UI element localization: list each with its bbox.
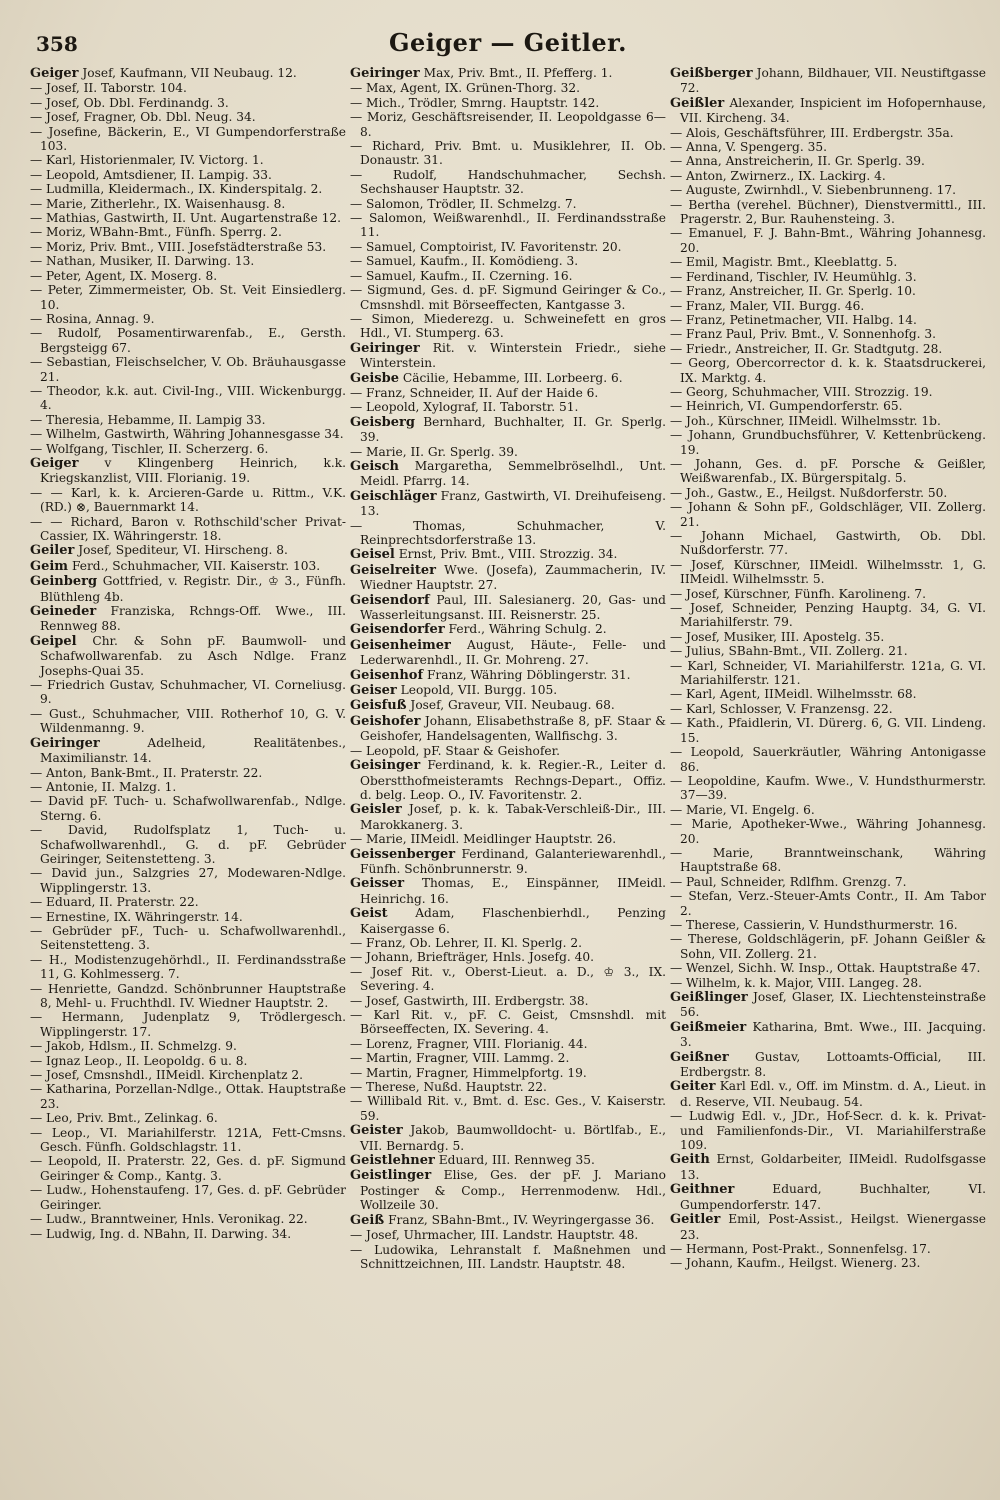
page-title: Geiger — Geitler. xyxy=(389,28,627,57)
directory-entry: — Anna, V. Spengerg. 35. xyxy=(670,140,827,155)
surname-heading: Geipel xyxy=(30,633,77,649)
directory-entry: — Johann & Sohn pF., Goldschläger, VII. Zollerg. 21. xyxy=(670,500,986,529)
directory-entry: — Anna, Anstreicherin, II. Gr. Sperlg. 39. xyxy=(670,154,925,169)
directory-entry: — Anton, Bank-Bmt., II. Praterstr. 22. xyxy=(30,765,263,780)
directory-entry: — Franz, Schneider, II. Auf der Haide 6. xyxy=(350,385,599,400)
surname-heading: Geisch xyxy=(350,458,399,474)
directory-entry: — Gebrüder pF., Tuch- u. Schafwollwarenhdl., Seitenstetteng. 3. xyxy=(30,923,346,953)
columns xyxy=(30,66,986,1271)
directory-entry: Geiringer Max, Priv. Bmt., II. Pfefferg. 1. xyxy=(350,66,613,81)
directory-entry: — Josef Rit. v., Oberst-Lieut. a. D., ♔ 3., IX. Severing. 4. xyxy=(350,964,666,994)
surname-heading: Geiger xyxy=(30,455,79,471)
directory-entry: — Karl, Historienmaler, IV. Victorg. 1. xyxy=(30,153,264,168)
directory-entry: — Josef, Uhrmacher, III. Landstr. Hauptstr. 48. xyxy=(350,1228,639,1243)
directory-entry: Geisbe Cäcilie, Hebamme, III. Lorbeerg. 6. xyxy=(350,370,623,386)
directory-entry: — Samuel, Comptoirist, IV. Favoritenstr. 20. xyxy=(350,239,622,254)
directory-entry: — Josef, Cmsnshdl., IIMeidl. Kirchenplatz 2. xyxy=(30,1068,304,1083)
surname-heading: Geith xyxy=(670,1152,710,1168)
directory-entry: — Leopold, Amtsdiener, II. Lampig. 33. xyxy=(30,167,272,182)
directory-entry: Geiß Franz, SBahn-Bmt., IV. Weyringergasse 36. xyxy=(350,1212,655,1228)
directory-entry: — Josef, Kürschner, IIMeidl. Wilhelmsstr. 1, G. IIMeidl. Wilhelmsstr. 5. xyxy=(670,557,986,587)
directory-entry: Geiselreiter Wwe. (Josefa), Zaummacherin, IV. Wiedner Hauptstr. 27. xyxy=(350,562,666,593)
directory-entry: — Ludowika, Lehranstalt f. Maßnehmen und Schnittzeichnen, III. Landstr. Hauptstr. 48. xyxy=(350,1242,666,1271)
directory-entry: — Kath., Pfaidlerin, VI. Dürerg. 6, G. VII. Lindeng. 15. xyxy=(670,716,986,745)
directory-entry: — Joh., Kürschner, IIMeidl. Wilhelmsstr. 1b. xyxy=(670,413,941,428)
surname-heading: Geiselreiter xyxy=(350,562,437,578)
directory-entry: — Paul, Schneider, Rdlfhm. Grenzg. 7. xyxy=(670,874,907,889)
directory-entry: Geistlehner Eduard, III. Rennweg 35. xyxy=(350,1153,595,1169)
directory-entry: Geishofer Johann, Elisabethstraße 8, pF. Staar & Geishofer, Handelsagenten, Wallfischg. 3. xyxy=(350,713,666,744)
directory-entry: — Josef, Schneider, Penzing Hauptg. 34, G. VI. Mariahilferstr. 79. xyxy=(670,601,986,630)
directory-entry: — — Karl, k. k. Arcieren-Garde u. Rittm., V.K. (RD.) ⊗, Bauernmarkt 14. xyxy=(30,485,346,515)
directory-entry: — Theresia, Hebamme, II. Lampig 33. xyxy=(30,412,266,427)
directory-entry: — Katharina, Porzellan-Ndlge., Ottak. Hauptstraße 23. xyxy=(30,1082,346,1111)
directory-entry: Geisel Ernst, Priv. Bmt., VIII. Strozzig. 34. xyxy=(350,547,618,563)
surname-heading: Geiser xyxy=(350,683,397,699)
directory-entry: — Johann Michael, Gastwirth, Ob. Dbl. Nußdorferstr. 77. xyxy=(670,529,986,558)
directory-entry: Geisfuß Josef, Graveur, VII. Neubaug. 68. xyxy=(350,698,615,714)
surname-heading: Geisendorf xyxy=(350,592,430,608)
directory-entry: — Ludmilla, Kleidermach., IX. Kinderspitalg. 2. xyxy=(30,182,323,197)
directory-entry: — Mich., Trödler, Smrng. Hauptstr. 142. xyxy=(350,95,600,110)
directory-entry: Geisenheimer August, Häute-, Felle- und Lederwarenhdl., II. Gr. Mohreng. 27. xyxy=(350,637,666,668)
directory-entry: — Karl Rit. v., pF. C. Geist, Cmsnshdl. mit Börseeffecten, IX. Severing. 4. xyxy=(350,1008,666,1037)
directory-entry: — Ludwig, Ing. d. NBahn, II. Darwing. 34. xyxy=(30,1226,292,1241)
directory-entry: Geischläger Franz, Gastwirth, VI. Dreihufeiseng. 13. xyxy=(350,488,666,519)
surname-heading: Geim xyxy=(30,558,69,574)
directory-entry: Geisch Margaretha, Semmelbröselhdl., Unt. Meidl. Pfarrg. 14. xyxy=(350,458,666,489)
directory-entry: Geineder Franziska, Rchngs-Off. Wwe., III. Rennweg 88. xyxy=(30,604,346,634)
directory-entry: — Nathan, Musiker, II. Darwing. 13. xyxy=(30,254,255,269)
directory-entry: — Wolfgang, Tischler, II. Scherzerg. 6. xyxy=(30,441,269,456)
directory-entry: Geißberger Johann, Bildhauer, VII. Neustiftgasse 72. xyxy=(670,66,986,96)
directory-entry: — Henriette, Gandzd. Schönbrunner Hauptstraße 8, Mehl- u. Fruchthdl. IV. Wiedner Hauptstr. 2. xyxy=(30,981,346,1010)
surname-heading: Geiger xyxy=(30,66,79,81)
surname-heading: Geisser xyxy=(350,876,405,892)
column-1 xyxy=(30,66,346,1271)
directory-entry: — Gust., Schuhmacher, VIII. Rotherhof 10, G. V. Wildenmanng. 9. xyxy=(30,706,346,736)
directory-entry: — Antonie, II. Malzg. 1. xyxy=(30,779,177,794)
directory-entry: Geiringer Adelheid, Realitätenbes., Maximilianstr. 14. xyxy=(30,735,346,766)
directory-entry: — Sigmund, Ges. d. pF. Sigmund Geiringer & Co., Cmsnshdl. mit Börseeffecten, Kantgasse 3. xyxy=(350,283,666,312)
directory-entry: — Rudolf, Posamentirwarenfab., E., Gersth. Bergsteigg 67. xyxy=(30,326,346,355)
directory-entry: Geisinger Ferdinand, k. k. Regier.-R., Leiter d. Oberstthofmeisteramts Rechngs-Depart., Offiz. d. belg. Leop. O., IV. Favoritenstr. 2. xyxy=(350,758,666,802)
directory-entry: — Heinrich, VI. Gumpendorferstr. 65. xyxy=(670,399,903,414)
surname-heading: Geisfuß xyxy=(350,698,407,714)
directory-entry: Geisberg Bernhard, Buchhalter, II. Gr. Sperlg. 39. xyxy=(350,414,666,445)
directory-entry: — Marie, Zitherlehr., IX. Waisenhausg. 8. xyxy=(30,196,286,211)
directory-entry: — Leopold, Sauerkräutler, Währing Antonigasse 86. xyxy=(670,745,986,774)
directory-entry: — Josef, II. Taborstr. 104. xyxy=(30,81,187,96)
page-number: 358 xyxy=(36,32,78,56)
directory-entry: — Joh., Gastw., E., Heilgst. Nußdorferstr. 50. xyxy=(670,485,948,500)
surname-heading: Geister xyxy=(350,1123,403,1139)
directory-entry: Geisendorf Paul, III. Salesianerg. 20, Gas- und Wasserleitungsanst. III. Reisnerstr. 25. xyxy=(350,592,666,623)
surname-heading: Geitler xyxy=(670,1212,721,1228)
directory-entry: Geiler Josef, Spediteur, VI. Hirscheng. 8. xyxy=(30,543,288,559)
directory-entry: — Mathias, Gastwirth, II. Unt. Augartenstraße 12. xyxy=(30,211,342,226)
surname-heading: Geishofer xyxy=(350,713,421,729)
page-header xyxy=(30,26,986,66)
directory-entry: Geist Adam, Flaschenbierhdl., Penzing Kaisergasse 6. xyxy=(350,906,666,936)
directory-entry: — Johann, Kaufm., Heilgst. Wienerg. 23. xyxy=(670,1256,921,1271)
directory-entry: Geisler Josef, p. k. k. Tabak-Verschleiß-Dir., III. Marokkanerg. 3. xyxy=(350,802,666,832)
directory-entry: — Jakob, Hdlsm., II. Schmelzg. 9. xyxy=(30,1039,237,1054)
surname-heading: Geiringer xyxy=(350,340,420,356)
surname-heading: Geischläger xyxy=(350,488,437,504)
directory-entry: — Friedrich Gustav, Schuhmacher, VI. Corneliusg. 9. xyxy=(30,678,346,707)
surname-heading: Geist xyxy=(350,906,388,922)
directory-entry: Geisser Thomas, E., Einspänner, IIMeidl. Heinrichg. 16. xyxy=(350,876,666,906)
directory-entry: — Hermann, Judenplatz 9, Trödlergesch. Wipplingerstr. 17. xyxy=(30,1010,346,1039)
surname-heading: Geiter xyxy=(670,1079,716,1095)
directory-entry: — Wilhelm, Gastwirth, Währing Johannesgasse 34. xyxy=(30,427,344,442)
directory-entry: — Moriz, Priv. Bmt., VIII. Josefstädterstraße 53. xyxy=(30,239,327,254)
directory-entry: — Emil, Magistr. Bmt., Kleeblattg. 5. xyxy=(670,255,898,270)
directory-entry: — Simon, Miederezg. u. Schweinefett en gros Hdl., VI. Stumperg. 63. xyxy=(350,311,666,341)
surname-heading: Geistlinger xyxy=(350,1168,432,1184)
surname-heading: Geiringer xyxy=(30,735,100,751)
directory-entry: Geisenhof Franz, Währing Döblingerstr. 31. xyxy=(350,667,631,683)
directory-entry: — Salomon, Weißwarenhdl., II. Ferdinandsstraße 11. xyxy=(350,211,666,240)
surname-heading: Geisenheimer xyxy=(350,637,451,653)
directory-entry: — Eduard, II. Praterstr. 22. xyxy=(30,895,199,910)
directory-entry: — Therese, Goldschlägerin, pF. Johann Geißler & Sohn, VII. Zollerg. 21. xyxy=(670,932,986,961)
directory-entry: — Therese, Nußd. Hauptstr. 22. xyxy=(350,1080,547,1095)
directory-entry: — Samuel, Kaufm., II. Komödieng. 3. xyxy=(350,254,579,269)
directory-entry: — Leopold, Xylograf, II. Taborstr. 51. xyxy=(350,400,579,415)
directory-entry: — Thomas, Schuhmacher, V. Reinprechtsdorferstraße 13. xyxy=(350,518,666,547)
surname-heading: Geiringer xyxy=(350,66,420,81)
directory-entry: — Franz, Anstreicher, II. Gr. Sperlg. 10. xyxy=(670,284,916,299)
directory-entry: — Ludw., Hohenstaufeng. 17, Ges. d. pF. Gebrüder Geiringer. xyxy=(30,1183,346,1212)
directory-entry: — Franz Paul, Priv. Bmt., V. Sonnenhofg. 3. xyxy=(670,327,937,342)
directory-entry: — Ferdinand, Tischler, IV. Heumühlg. 3. xyxy=(670,269,917,284)
directory-entry: — Martin, Fragner, VIII. Lammg. 2. xyxy=(350,1051,570,1066)
surname-heading: Geisberg xyxy=(350,414,415,430)
directory-entry: — Josef, Gastwirth, III. Erdbergstr. 38. xyxy=(350,993,589,1008)
directory-entry: — Emanuel, F. J. Bahn-Bmt., Währing Johannesg. 20. xyxy=(670,226,986,255)
directory-entry: — Wenzel, Sichh. W. Insp., Ottak. Hauptstraße 47. xyxy=(670,961,981,976)
directory-entry: Geithner Eduard, Buchhalter, VI. Gumpendorferstr. 147. xyxy=(670,1182,986,1212)
directory-entry: — Marie, Apotheker-Wwe., Währing Johannesg. 20. xyxy=(670,817,986,846)
directory-entry: — Johann, Briefträger, Hnls. Josefg. 40. xyxy=(350,950,594,965)
directory-entry: — Franz, Maler, VII. Burgg. 46. xyxy=(670,298,865,313)
directory-entry: — Alois, Geschäftsführer, III. Erdbergstr. 35a. xyxy=(670,125,954,140)
surname-heading: Geisendorfer xyxy=(350,622,445,638)
surname-heading: Geisbe xyxy=(350,370,399,386)
directory-entry: Geinberg Gottfried, v. Registr. Dir., ♔ 3., Fünfh. Blüthleng 4b. xyxy=(30,574,346,604)
surname-heading: Geißlinger xyxy=(670,990,748,1005)
surname-heading: Geißler xyxy=(670,95,725,111)
surname-heading: Geithner xyxy=(670,1182,735,1198)
directory-entry: — Stefan, Verz.-Steuer-Amts Contr., II. Am Tabor 2. xyxy=(670,889,986,918)
directory-entry: — Leopoldine, Kaufm. Wwe., V. Hundsthurmerstr. 37—39. xyxy=(670,773,986,803)
directory-entry: — Marie, Branntweinschank, Währing Hauptstraße 68. xyxy=(670,845,986,875)
directory-entry: — Bertha (verehel. Büchner), Dienstvermittl., III. Pragerstr. 2, Bur. Rauhensteing. 3. xyxy=(670,197,986,227)
surname-heading: Geißmeier xyxy=(670,1019,747,1035)
directory-entry: Geisendorfer Ferd., Währing Schulg. 2. xyxy=(350,622,607,638)
directory-entry: — Franz, Ob. Lehrer, II. Kl. Sperlg. 2. xyxy=(350,935,582,950)
directory-entry: — Anton, Zwirnerz., IX. Lackirg. 4. xyxy=(670,168,886,183)
surname-heading: Geistlehner xyxy=(350,1153,435,1169)
surname-heading: Geissenberger xyxy=(350,846,456,862)
directory-entry: — Ernestine, IX. Währingerstr. 14. xyxy=(30,909,243,924)
directory-entry: Geith Ernst, Goldarbeiter, IIMeidl. Rudolfsgasse 13. xyxy=(670,1152,986,1182)
directory-entry: Geißler Alexander, Inspicient im Hofopernhause, VII. Kircheng. 34. xyxy=(670,95,986,126)
directory-entry: — Karl, Schlosser, V. Franzensg. 22. xyxy=(670,701,893,716)
directory-entry: — Leo, Priv. Bmt., Zelinkag. 6. xyxy=(30,1111,218,1126)
directory-entry: Geißlinger Josef, Glaser, IX. Liechtensteinstraße 56. xyxy=(670,990,986,1020)
directory-entry: — Josef, Kürschner, Fünfh. Karolineng. 7. xyxy=(670,586,926,601)
directory-entry: — David jun., Salzgries 27, Modewaren-Ndlge. Wipplingerstr. 13. xyxy=(30,866,346,895)
directory-entry: Geißmeier Katharina, Bmt. Wwe., III. Jacquing. 3. xyxy=(670,1019,986,1050)
directory-entry: — Josef, Ob. Dbl. Ferdinandg. 3. xyxy=(30,95,229,110)
directory-entry: — Marie, II. Gr. Sperlg. 39. xyxy=(350,444,518,459)
directory-entry: Geistlinger Elise, Ges. der pF. J. Mariano Postinger & Comp., Herrenmodenw. Hdl., Wollzeile 30. xyxy=(350,1168,666,1213)
surname-heading: Geiler xyxy=(30,543,75,559)
surname-heading: Geisinger xyxy=(350,758,421,774)
directory-entry: Geim Ferd., Schuhmacher, VII. Kaiserstr. 103. xyxy=(30,558,321,574)
directory-entry: — Martin, Fragner, Himmelpfortg. 19. xyxy=(350,1065,587,1080)
directory-entry: Geiter Karl Edl. v., Off. im Minstm. d. A., Lieut. in d. Reserve, VII. Neubaug. 54. xyxy=(670,1079,986,1109)
directory-entry: — Josef, Musiker, III. Apostelg. 35. xyxy=(670,629,885,644)
directory-entry: — Peter, Agent, IX. Moserg. 8. xyxy=(30,268,218,283)
directory-entry: Geiringer Rit. v. Winterstein Friedr., siehe Winterstein. xyxy=(350,340,666,371)
directory-entry: — Georg, Schuhmacher, VIII. Strozzig. 19. xyxy=(670,384,933,399)
directory-entry: — Hermann, Post-Prakt., Sonnenfelsg. 17. xyxy=(670,1241,931,1256)
directory-entry: — Peter, Zimmermeister, Ob. St. Veit Einsiedlerg. 10. xyxy=(30,283,346,312)
directory-entry: — Salomon, Trödler, II. Schmelzg. 7. xyxy=(350,196,577,211)
directory-entry: Geiger v Klingenberg Heinrich, k.k. Kriegskanzlist, VIII. Florianig. 19. xyxy=(30,455,346,486)
directory-entry: — Karl, Schneider, VI. Mariahilferstr. 121a, G. VI. Mariahilferstr. 121. xyxy=(670,658,986,688)
directory-entry: — Franz, Petinetmacher, VII. Halbg. 14. xyxy=(670,312,917,327)
directory-entry: — Moriz, Geschäftsreisender, II. Leopoldgasse 6—8. xyxy=(350,110,666,139)
directory-entry: — Sebastian, Fleischselcher, V. Ob. Bräuhausgasse 21. xyxy=(30,355,346,384)
surname-heading: Geisler xyxy=(350,802,402,818)
directory-entry: — H., Modistenzugehörhdl., II. Ferdinandsstraße 11, G. Kohlmesserg. 7. xyxy=(30,952,346,982)
directory-entry: — Leopold, II. Praterstr. 22, Ges. d. pF. Sigmund Geiringer & Comp., Kantg. 3. xyxy=(30,1154,346,1183)
directory-entry: — David pF. Tuch- u. Schafwollwarenfab., Ndlge. Sterng. 6. xyxy=(30,794,346,823)
surname-heading: Geineder xyxy=(30,604,97,620)
directory-entry: Geiser Leopold, VII. Burgg. 105. xyxy=(350,683,558,699)
directory-entry: Geipel Chr. & Sohn pF. Baumwoll- und Schafwollwarenfab. zu Asch Ndlge. Franz Josephs-Quai 35. xyxy=(30,633,346,678)
column-2 xyxy=(350,66,666,1271)
surname-heading: Geißner xyxy=(670,1049,729,1065)
directory-entry: — Ludw., Branntweiner, Hnls. Veronikag. 22. xyxy=(30,1212,308,1227)
directory-entry: — Ludwig Edl. v., JDr., Hof-Secr. d. k. k. Privat- und Familienfonds-Dir., VI. Mariahilferstraße 109. xyxy=(670,1109,986,1153)
directory-entry: — Wilhelm, k. k. Major, VIII. Langeg. 28. xyxy=(670,975,922,990)
directory-entry: — Josefine, Bäckerin, E., VI Gumpendorferstraße 103. xyxy=(30,124,346,154)
directory-entry: — Max, Agent, IX. Grünen-Thorg. 32. xyxy=(350,81,581,96)
directory-entry: Geissenberger Ferdinand, Galanteriewarenhdl., Fünfh. Schönbrunnerstr. 9. xyxy=(350,846,666,876)
directory-entry: — Leop., VI. Mariahilferstr. 121A, Fett-Cmsns. Gesch. Fünfh. Goldschlagstr. 11. xyxy=(30,1125,346,1155)
directory-entry: — Therese, Cassierin, V. Hundsthurmerstr. 16. xyxy=(670,917,958,932)
surname-heading: Geisenhof xyxy=(350,667,424,683)
surname-heading: Geinberg xyxy=(30,574,98,590)
surname-heading: Geisel xyxy=(350,547,395,563)
directory-entry: — Josef, Fragner, Ob. Dbl. Neug. 34. xyxy=(30,110,256,125)
directory-entry: — Johann, Ges. d. pF. Porsche & Geißler, Weißwarenfab., IX. Bürgerspitalg. 5. xyxy=(670,456,986,486)
directory-entry: — Richard, Priv. Bmt. u. Musiklehrer, II. Ob. Donaustr. 31. xyxy=(350,139,666,168)
surname-heading: Geiß xyxy=(350,1212,385,1228)
directory-entry: — David, Rudolfsplatz 1, Tuch- u. Schafwollwarenhdl., G. d. pF. Gebrüder Geiringer, Seitenstetteng. 3. xyxy=(30,823,346,866)
directory-entry: Geister Jakob, Baumwolldocht- u. Börtlfab., E., VII. Bernardg. 5. xyxy=(350,1123,666,1153)
directory-entry: — Lorenz, Fragner, VIII. Florianig. 44. xyxy=(350,1036,588,1051)
directory-entry: — Georg, Obercorrector d. k. k. Staatsdruckerei, IX. Marktg. 4. xyxy=(670,356,986,385)
directory-entry: — Karl, Agent, IIMeidl. Wilhelmsstr. 68. xyxy=(670,687,917,702)
directory-entry: — Ignaz Leop., II. Leopoldg. 6 u. 8. xyxy=(30,1053,248,1068)
directory-entry: — Leopold, pF. Staar & Geishofer. xyxy=(350,743,560,758)
directory-entry: — Willibald Rit. v., Bmt. d. Esc. Ges., V. Kaiserstr. 59. xyxy=(350,1094,666,1123)
directory-entry: — Theodor, k.k. aut. Civil-Ing., VIII. Wickenburgg. 4. xyxy=(30,383,346,413)
directory-entry: Geißner Gustav, Lottoamts-Official, III. Erdbergstr. 8. xyxy=(670,1049,986,1080)
directory-entry: — Marie, VI. Engelg. 6. xyxy=(670,802,815,817)
surname-heading: Geißberger xyxy=(670,66,753,81)
directory-entry: — Rudolf, Handschuhmacher, Sechsh. Sechshauser Hauptstr. 32. xyxy=(350,167,666,197)
directory-entry: — Moriz, WBahn-Bmt., Fünfh. Sperrg. 2. xyxy=(30,225,282,240)
directory-entry: — Auguste, Zwirnhdl., V. Siebenbrunneng. 17. xyxy=(670,183,957,198)
directory-entry: — Rosina, Annag. 9. xyxy=(30,311,155,326)
directory-entry: — — Richard, Baron v. Rothschild'scher Privat-Cassier, IX. Währingerstr. 18. xyxy=(30,514,346,543)
directory-entry: — Friedr., Anstreicher, II. Gr. Stadtgutg. 28. xyxy=(670,341,943,356)
directory-entry: — Julius, SBahn-Bmt., VII. Zollerg. 21. xyxy=(670,644,908,659)
column-3 xyxy=(670,66,986,1271)
directory-entry: — Marie, IIMeidl. Meidlinger Hauptstr. 26. xyxy=(350,832,617,847)
directory-entry: — Samuel, Kaufm., II. Czerning. 16. xyxy=(350,268,573,283)
directory-entry: Geiger Josef, Kaufmann, VII Neubaug. 12. xyxy=(30,66,297,81)
directory-entry: — Johann, Grundbuchsführer, V. Kettenbrückeng. 19. xyxy=(670,428,986,457)
directory-entry: Geitler Emil, Post-Assist., Heilgst. Wienergasse 23. xyxy=(670,1212,986,1242)
